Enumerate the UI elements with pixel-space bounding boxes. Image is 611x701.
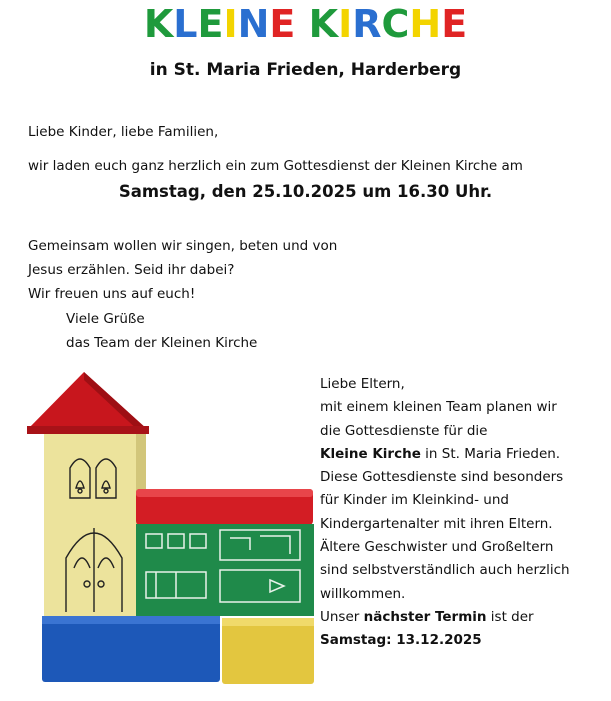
parents-line: Liebe Eltern, — [320, 376, 405, 392]
body-line: Gemeinsam wollen wir singen, beten und von — [28, 238, 338, 254]
title-letter: K — [308, 2, 339, 46]
title-letter: E — [269, 2, 296, 46]
parents-line: für Kinder im Kleinkind- und — [320, 492, 509, 509]
greeting: Liebe Kinder, liebe Familien, — [28, 124, 219, 140]
title-letter: E — [441, 2, 468, 46]
page-subtitle: in St. Maria Frieden, Harderberg — [149, 60, 462, 80]
title-letter: H — [409, 2, 442, 46]
kleine-kirche-name: Kleine Kirche — [320, 445, 421, 462]
title-letter: L — [173, 2, 198, 46]
parents-line: willkommen. — [320, 585, 406, 602]
toy-blocks-church-illustration — [24, 368, 324, 688]
invitation-text: wir laden euch ganz herzlich ein zum Gottesdienst der Kleinen Kirche am — [28, 158, 523, 174]
title-letter: R — [352, 2, 382, 46]
next-date-line: Unser nächster Termin ist der — [320, 608, 534, 625]
parents-line: Diese Gottesdienste sind besonders — [320, 469, 564, 486]
parents-line: mit einem kleinen Team planen wir — [320, 399, 557, 416]
title-letter: K — [143, 2, 174, 46]
body-line: Wir freuen uns auf euch! — [28, 286, 196, 302]
page-title — [0, 2, 611, 46]
closing-line: Viele Grüße — [66, 311, 145, 327]
event-date: Samstag, den 25.10.2025 um 16.30 Uhr. — [118, 182, 493, 201]
title-letter: C — [381, 2, 410, 46]
title-letter: N — [237, 2, 270, 46]
parents-line: Ältere Geschwister und Großeltern — [320, 539, 554, 556]
title-letter: I — [338, 2, 353, 46]
next-date: Samstag: 13.12.2025 — [320, 632, 482, 649]
closing — [66, 307, 257, 355]
title-letter: I — [223, 2, 238, 46]
parents-line: Kleine Kirche in St. Maria Frieden. — [320, 445, 561, 462]
parents-section — [320, 373, 610, 653]
parents-line: sind selbstverständlich auch herzlich — [320, 562, 570, 579]
title-letter: E — [197, 2, 224, 46]
body-line: Jesus erzählen. Seid ihr dabei? — [28, 262, 235, 278]
parents-line: Kindergartenalter mit ihren Eltern. — [320, 515, 553, 532]
parents-line: die Gottesdienste für die — [320, 422, 488, 439]
body-text — [28, 234, 337, 306]
base-yellow-block — [222, 618, 314, 684]
title-letter — [295, 2, 308, 46]
closing-line: das Team der Kleinen Kirche — [66, 335, 258, 351]
base-blue-block — [42, 616, 220, 682]
